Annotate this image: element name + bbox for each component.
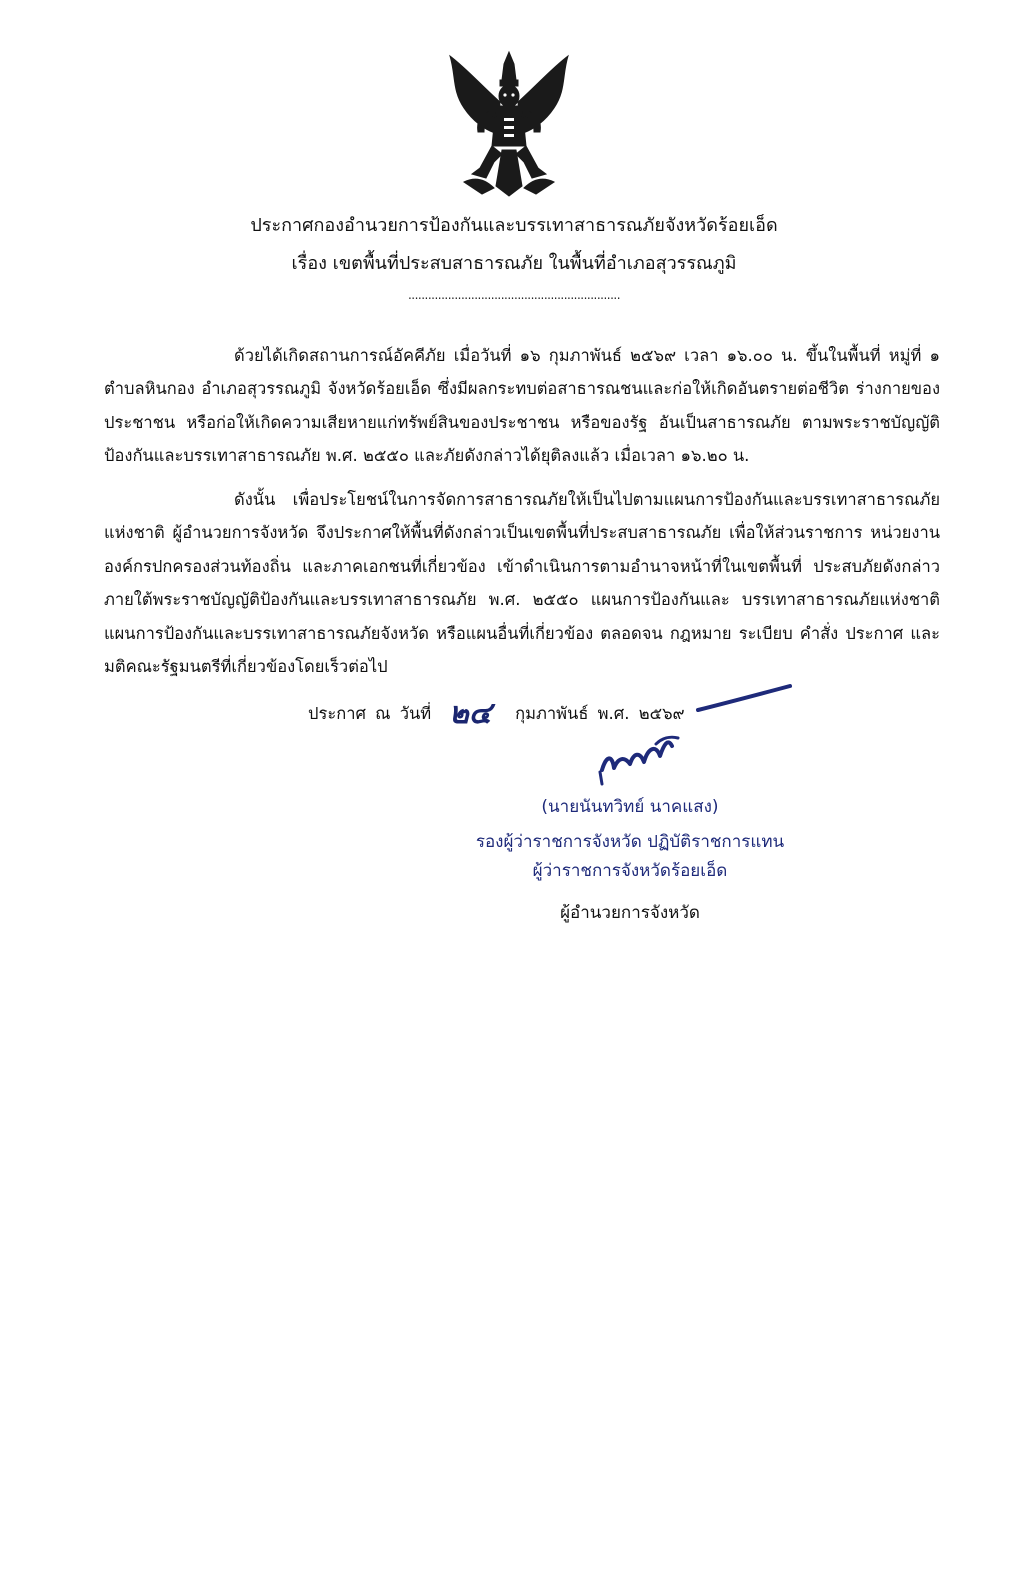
signatory-name: (นายนันทวิทย์ นาคแสง) bbox=[541, 797, 719, 817]
body-paragraph-1: ด้วยได้เกิดสถานการณ์อัคคีภัย เมื่อวันที่ ๑๖ กุมภาพันธ์ ๒๕๖๙ เวลา ๑๖.๐๐ น. ขึ้นในพื้นที่ หมู่ที่ ๑ ตำบลหินกอง อำเภอสุวรรณภูมิ จังหวัดร้อยเอ็ด ซึ่งมีผลกระทบต่อสาธารณชนและก่อให้เกิดอันตรายต่อชีวิต ร่างกายของประชาชน หรือก่อให้เกิดความเสียหายแก่ทรัพย์สินของประชาชน หรือของรัฐ อันเป็นสาธารณภัย ตามพระราชบัญญัติป้องกันและบรรเทาสาธารณภัย พ.ศ. ๒๕๕๐ และภัยดังกล่าวได้ยุติลงแล้ว เมื่อเวลา ๑๖.๒๐ น. bbox=[104, 345, 940, 465]
signatory-role: ผู้อำนวยการจังหวัด bbox=[560, 903, 700, 923]
handwritten-signature bbox=[590, 682, 800, 797]
signatory-position-2: ผู้ว่าราชการจังหวัดร้อยเอ็ด bbox=[532, 861, 728, 881]
announcement-title: ประกาศกองอำนวยการป้องกันและบรรเทาสาธารณภัยจังหวัดร้อยเอ็ด bbox=[250, 215, 778, 236]
announcement-subject: เรื่อง เขตพื้นที่ประสบสาธารณภัย ในพื้นที่อำเภอสุวรรณภูมิ bbox=[291, 253, 737, 274]
date-prefix: ประกาศ ณ วันที่ bbox=[308, 704, 432, 723]
date-month-year: กุมภาพันธ์ พ.ศ. ๒๕๖๙ bbox=[515, 704, 685, 723]
signatory-position-1: รองผู้ว่าราชการจังหวัด ปฏิบัติราชการแทน bbox=[475, 832, 785, 852]
garuda-emblem-icon bbox=[442, 46, 576, 200]
handwritten-day: ๒๔ bbox=[449, 696, 492, 731]
body-paragraph-2: ดังนั้น เพื่อประโยชน์ในการจัดการสาธารณภัยให้เป็นไปตามแผนการป้องกันและบรรเทาสาธารณภัย แห่งชาติ ผู้อำนวยการจังหวัด จึงประกาศให้พื้นที่ดังกล่าวเป็นเขตพื้นที่ประสบสาธารณภัย เพื่อให้ส่วนราชการ หน่วยงาน องค์กรปกครองส่วนท้องถิ่น และภาคเอกชนที่เกี่ยวข้อง เข้าดำเนินการตามอำนาจหน้าที่ในเขตพื้นที่ ประสบภัยดังกล่าว ภายใต้พระราชบัญญัติป้องกันและบรรเทาสาธารณภัย พ.ศ. ๒๕๕๐ แผนการป้องกันและ บรรเทาสาธารณภัยแห่งชาติ แผนการป้องกันและบรรเทาสาธารณภัยจังหวัด หรือแผนอื่นที่เกี่ยวข้อง ตลอดจน กฎหมาย ระเบียบ คำสั่ง ประกาศ และมติคณะรัฐมนตรีที่เกี่ยวข้องโดยเร็วต่อไป bbox=[104, 489, 940, 676]
title-separator: ................................................................ bbox=[407, 288, 621, 302]
